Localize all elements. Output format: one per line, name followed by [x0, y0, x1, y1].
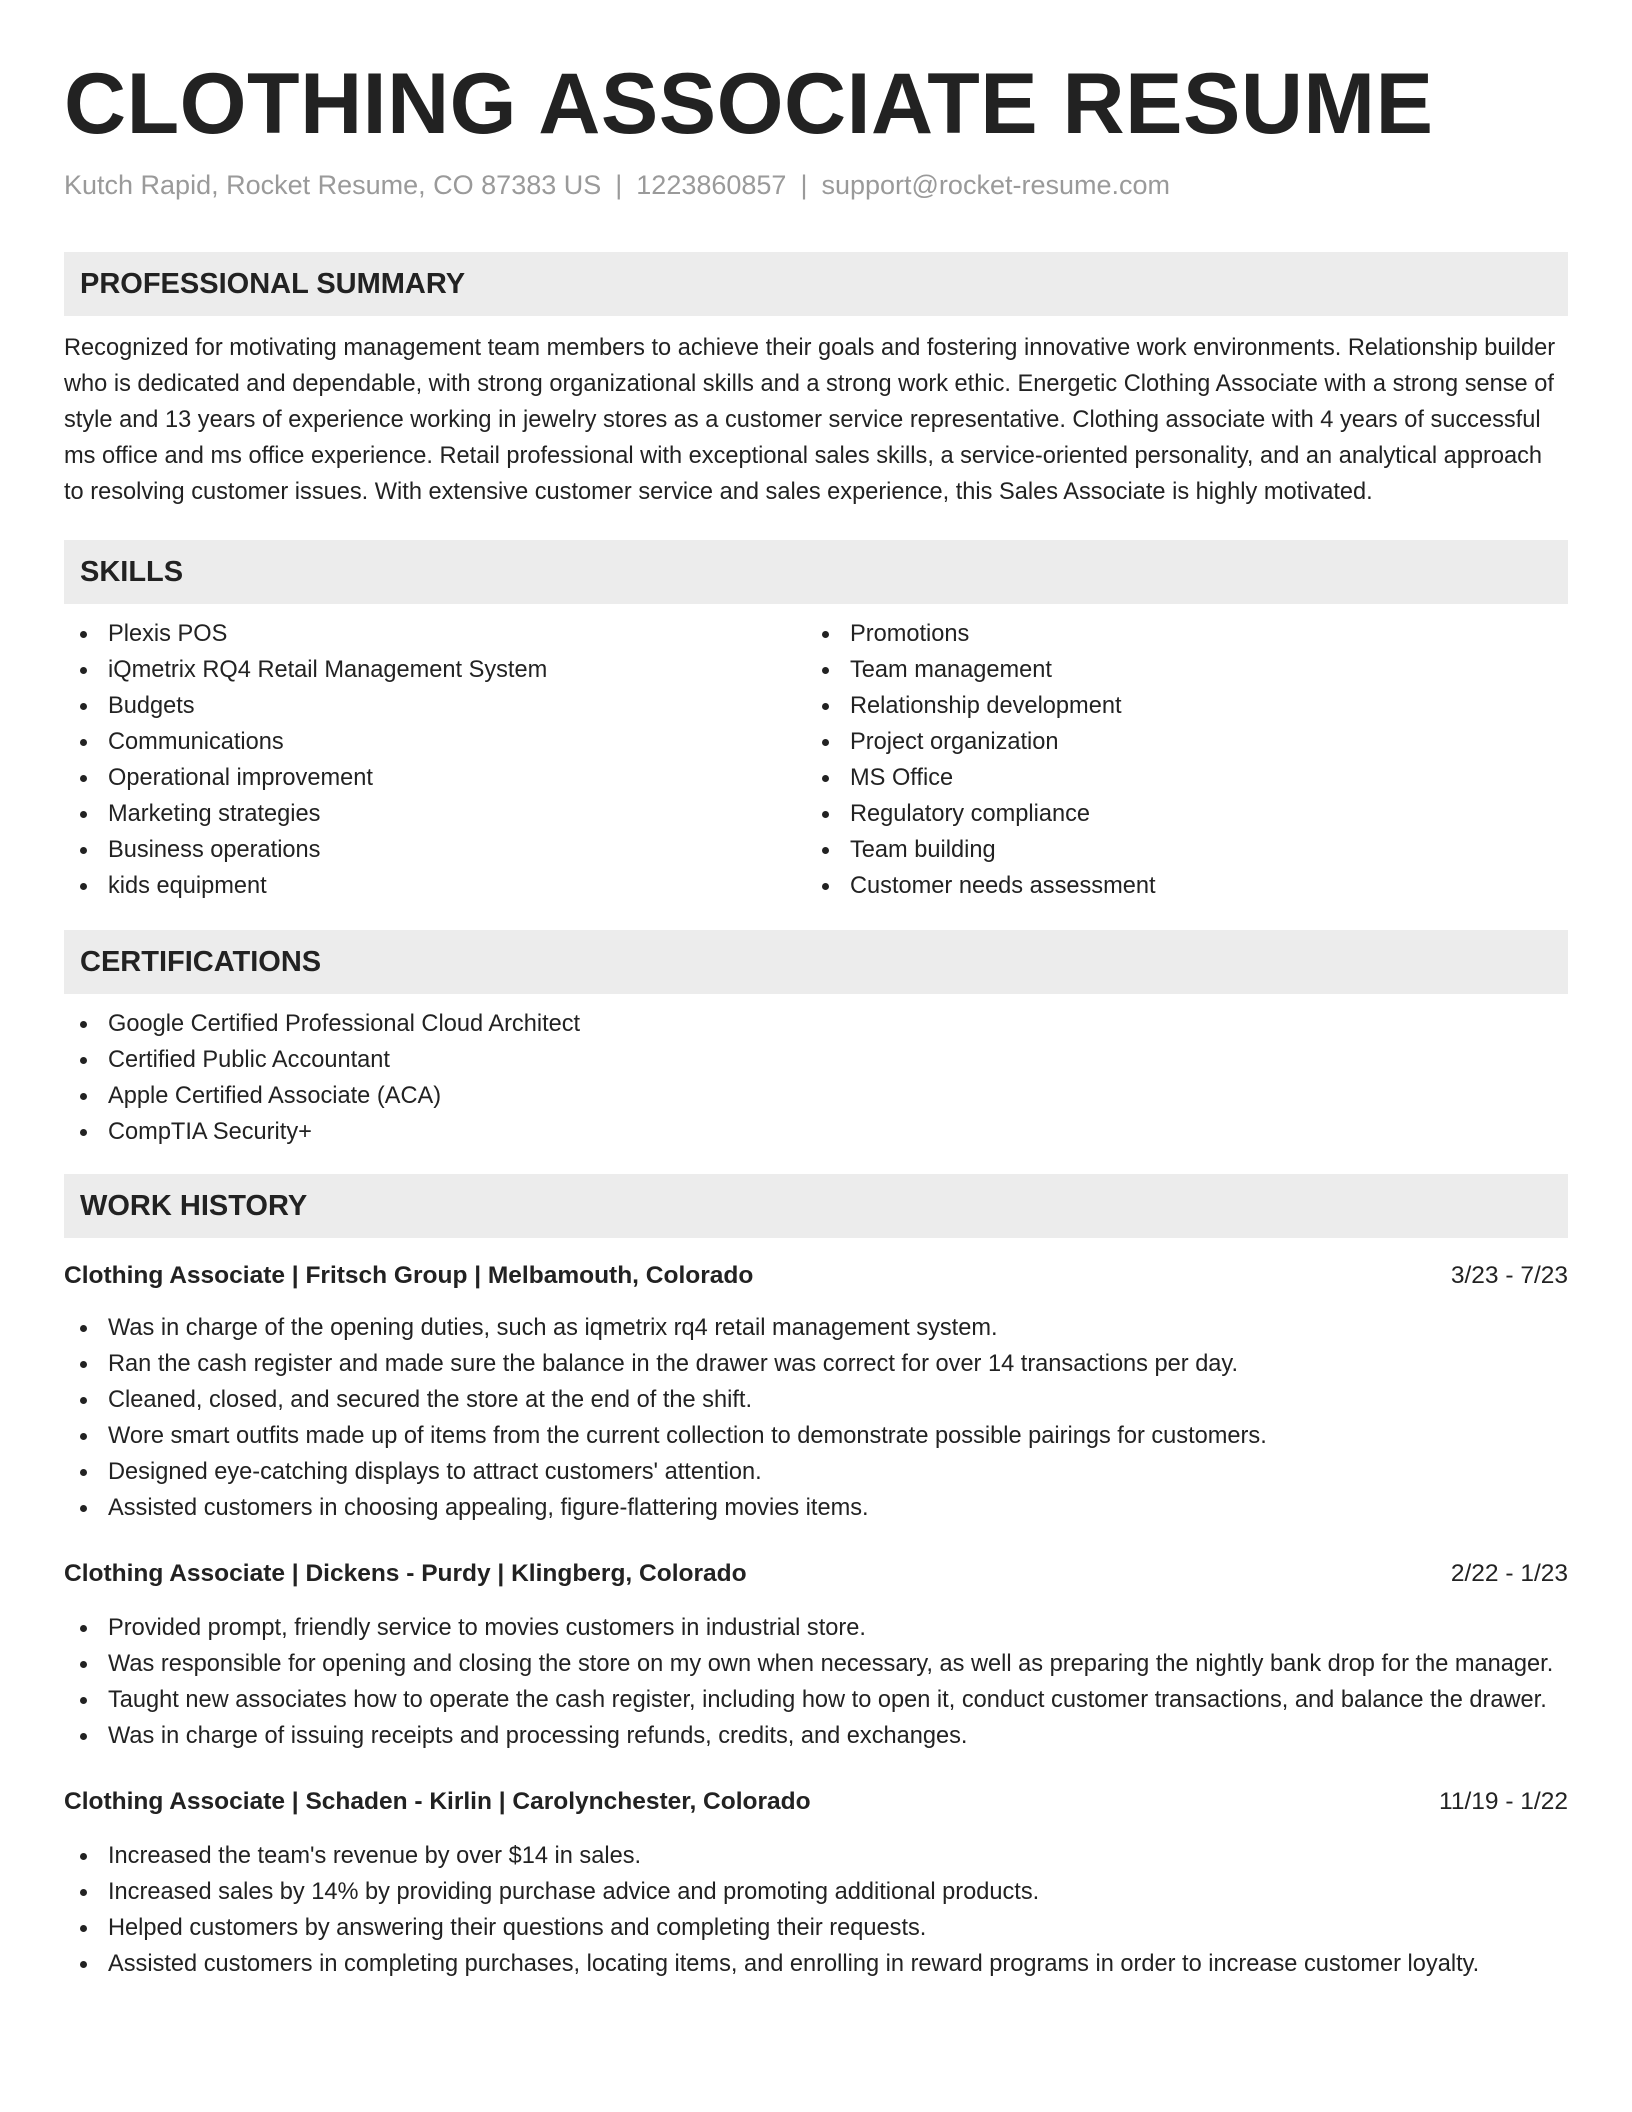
job-duty: Wore smart outfits made up of items from the current collection to demonstrate possible pairings for customers. [64, 1418, 1568, 1454]
skills-list-right [806, 616, 1548, 904]
job-duties-list [64, 1610, 1568, 1754]
job-entry [64, 1258, 1568, 1526]
skill-item: Communications [64, 724, 806, 760]
job-duty: Helped customers by answering their questions and completing their requests. [64, 1910, 1568, 1946]
skill-item: Business operations [64, 832, 806, 868]
certification-item: Google Certified Professional Cloud Architect [64, 1006, 1568, 1042]
job-duties-list [64, 1838, 1568, 1982]
contact-email: support@rocket-resume.com [821, 170, 1170, 200]
job-duty: Was in charge of issuing receipts and processing refunds, credits, and exchanges. [64, 1718, 1568, 1754]
job-header [64, 1556, 1568, 1592]
skill-item: Operational improvement [64, 760, 806, 796]
section-header-certifications: CERTIFICATIONS [64, 930, 1568, 994]
certifications-list [64, 1006, 1568, 1150]
job-duty: Was in charge of the opening duties, such as iqmetrix rq4 retail management system. [64, 1310, 1568, 1346]
job-title: Clothing Associate | Fritsch Group | Melbamouth, Colorado [64, 1262, 754, 1289]
job-dates: 3/23 - 7/23 [1450, 1262, 1568, 1289]
job-entry [64, 1556, 1568, 1754]
skill-item: kids equipment [64, 868, 806, 904]
skill-item: MS Office [806, 760, 1548, 796]
skill-item: iQmetrix RQ4 Retail Management System [64, 652, 806, 688]
job-header [64, 1784, 1568, 1820]
job-duty: Increased the team's revenue by over $14 in sales. [64, 1838, 1568, 1874]
job-header [64, 1258, 1568, 1294]
contact-separator: | [800, 170, 808, 200]
job-duty: Was responsible for opening and closing the store on my own when necessary, as well as preparing the nightly bank drop for the manager. [64, 1646, 1568, 1682]
job-duty: Assisted customers in completing purchases, locating items, and enrolling in reward programs in order to increase customer loyalty. [64, 1946, 1568, 1982]
job-duties-list [64, 1310, 1568, 1526]
skill-item: Project organization [806, 724, 1548, 760]
skills-list-left [64, 616, 806, 904]
certification-item: CompTIA Security+ [64, 1114, 1568, 1150]
job-duty: Increased sales by 14% by providing purchase advice and promoting additional products. [64, 1874, 1568, 1910]
certification-item: Certified Public Accountant [64, 1042, 1568, 1078]
resume-page [64, 0, 1568, 1982]
certification-item: Apple Certified Associate (ACA) [64, 1078, 1568, 1114]
skill-item: Team building [806, 832, 1548, 868]
section-header-skills: SKILLS [64, 540, 1568, 604]
section-header-summary: PROFESSIONAL SUMMARY [64, 252, 1568, 316]
contact-line [64, 168, 1568, 202]
skill-item: Budgets [64, 688, 806, 724]
job-entry [64, 1784, 1568, 1982]
skill-item: Team management [806, 652, 1548, 688]
section-header-work-history: WORK HISTORY [64, 1174, 1568, 1238]
job-duty: Ran the cash register and made sure the balance in the drawer was correct for over 14 transactions per day. [64, 1346, 1568, 1382]
resume-title: CLOTHING ASSOCIATE RESUME [64, 56, 1434, 152]
skill-item: Promotions [806, 616, 1548, 652]
job-duty: Assisted customers in choosing appealing, figure-flattering movies items. [64, 1490, 1568, 1526]
skill-item: Plexis POS [64, 616, 806, 652]
job-dates: 2/22 - 1/23 [1450, 1560, 1568, 1587]
job-duty: Designed eye-catching displays to attract customers' attention. [64, 1454, 1568, 1490]
skill-item: Customer needs assessment [806, 868, 1548, 904]
contact-address: Kutch Rapid, Rocket Resume, CO 87383 US [64, 170, 602, 200]
job-duty: Provided prompt, friendly service to movies customers in industrial store. [64, 1610, 1568, 1646]
job-duty: Cleaned, closed, and secured the store at the end of the shift. [64, 1382, 1568, 1418]
job-duty: Taught new associates how to operate the cash register, including how to open it, conduct customer transactions, and balance the drawer. [64, 1682, 1568, 1718]
skills-columns [64, 616, 1568, 904]
skill-item: Relationship development [806, 688, 1548, 724]
job-title: Clothing Associate | Schaden - Kirlin | Carolynchester, Colorado [64, 1788, 811, 1815]
skill-item: Regulatory compliance [806, 796, 1548, 832]
contact-separator: | [615, 170, 623, 200]
contact-phone: 1223860857 [636, 170, 787, 200]
summary-text: Recognized for motivating management team members to achieve their goals and fostering innovative work environments. Relationship builder who is dedicated and dependable, with strong organizational skills and a strong work ethic. Energetic Clothing Associate with a strong sense of style and 13 years of experience working in jewelry stores as a customer service representative. Clothing associate with 4 years of successful ms office and ms office experience. Retail professional with exceptional sales skills, a service-oriented personality, and an analytical approach to resolving customer issues. With extensive customer service and sales experience, this Sales Associate is highly motivated. [64, 335, 1556, 505]
skill-item: Marketing strategies [64, 796, 806, 832]
job-dates: 11/19 - 1/22 [1439, 1788, 1568, 1815]
job-title: Clothing Associate | Dickens - Purdy | Klingberg, Colorado [64, 1560, 747, 1587]
